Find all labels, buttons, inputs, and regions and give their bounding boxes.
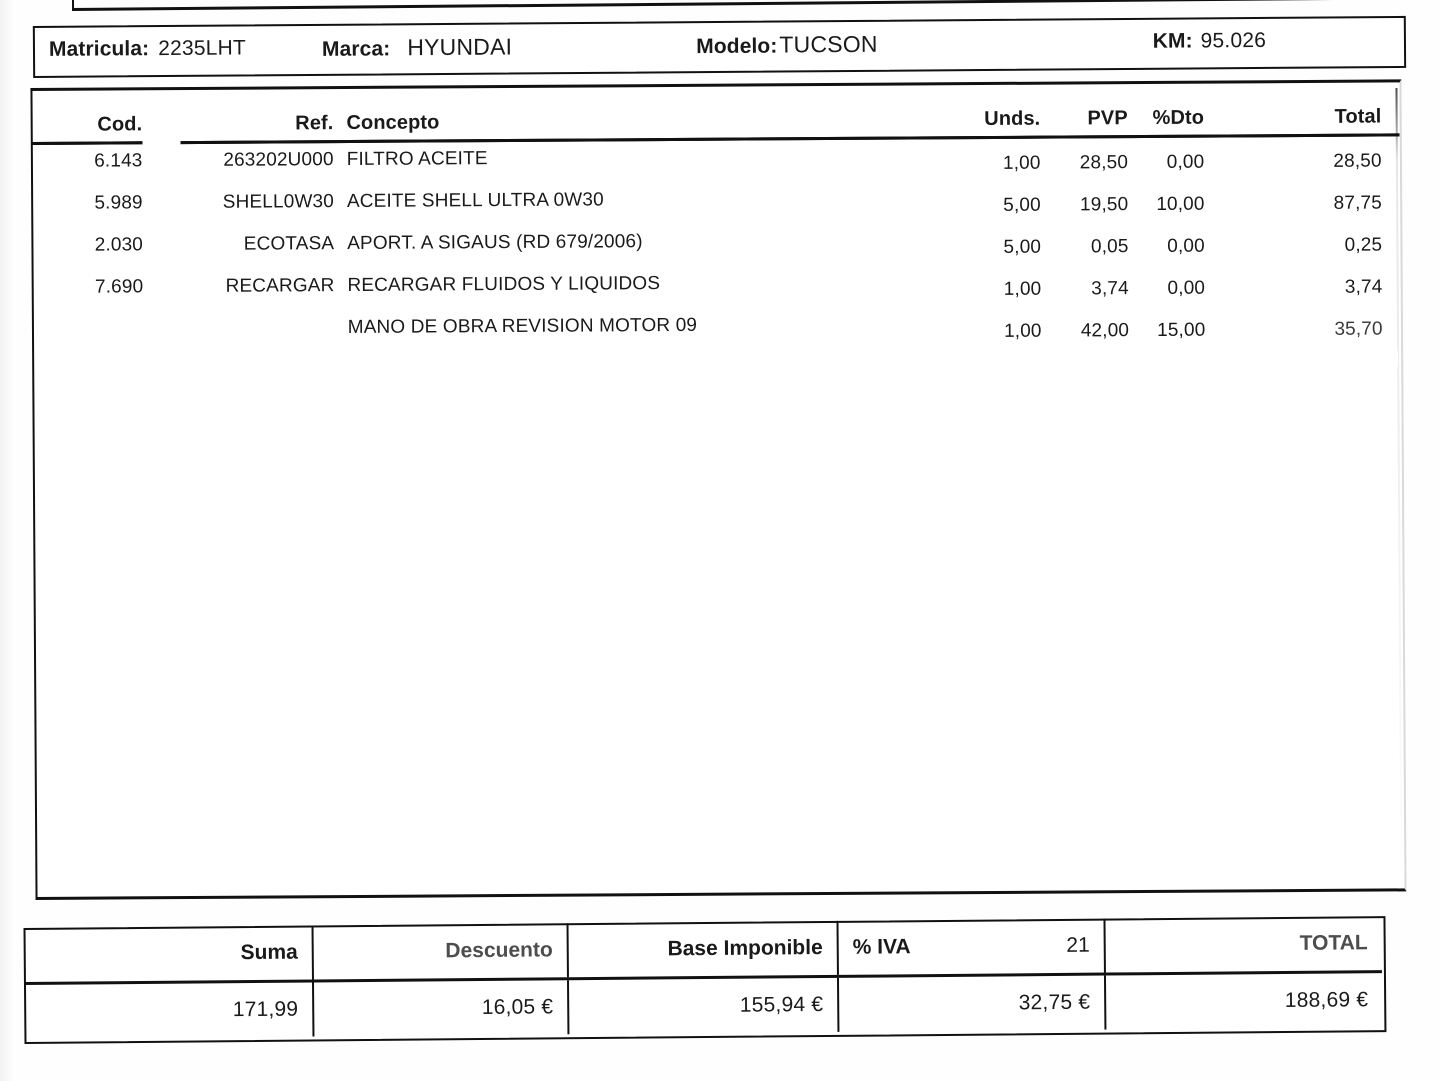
cell-unds: 5,00: [1003, 194, 1041, 216]
cell-total: 28,50: [1333, 150, 1382, 172]
line-items-header: [32, 79, 1399, 143]
totals-value-base-imponible: 155,94 €: [568, 976, 838, 1034]
cropped-box-above: [72, 0, 1406, 11]
totals-header-base-imponible: Base Imponible: [567, 921, 837, 979]
cell-concepto: MANO DE OBRA REVISION MOTOR 09: [347, 314, 698, 339]
cell-spacer: [143, 308, 182, 350]
cell-unds: 5,00: [1003, 236, 1042, 258]
cell-cod: 6.143: [94, 150, 143, 172]
cell-ref: [182, 307, 335, 350]
column-header-spacer: [142, 87, 181, 143]
field-km: [1153, 29, 1267, 54]
totals-header-total: TOTAL: [1104, 916, 1381, 974]
column-header-unds: Unds.: [971, 82, 1041, 138]
matricula-label: Matricula:: [48, 37, 150, 61]
cell-cod: 5.989: [94, 192, 143, 214]
cell-concepto: FILTRO ACEITE: [346, 148, 488, 171]
modelo-label: Modelo:: [696, 34, 778, 58]
column-header-pvp: PVP: [1040, 81, 1128, 137]
cell-total: 87,75: [1333, 192, 1382, 214]
cell-concepto: ACEITE SHELL ULTRA 0W30: [346, 189, 604, 213]
totals-values-row: [24, 972, 1382, 1039]
cell-pvp: 28,50: [1079, 152, 1129, 174]
field-modelo: [696, 30, 878, 58]
modelo-value: TUCSON: [779, 30, 878, 58]
marca-value: HYUNDAI: [407, 32, 513, 60]
cell-dto: 15,00: [1157, 319, 1206, 341]
cell-total: 0,25: [1344, 234, 1383, 256]
scan-edge-shadow: [0, 0, 14, 1081]
column-header-ref: Ref.: [181, 86, 334, 142]
totals-value-suma: 171,99: [24, 981, 313, 1039]
totals-value-iva-amount: 32,75 €: [838, 974, 1105, 1032]
field-marca: [322, 33, 512, 61]
line-items-table: [32, 79, 1401, 355]
cell-total: 3,74: [1344, 276, 1383, 298]
cell-unds: 1,00: [1003, 320, 1042, 342]
cell-pvp: 19,50: [1079, 194, 1129, 216]
cell-dto: 0,00: [1167, 277, 1206, 299]
cell-cod: [34, 308, 144, 351]
marca-label: Marca:: [321, 36, 391, 61]
cell-spacer: [143, 182, 182, 224]
cell-unds: 1,00: [1002, 152, 1041, 174]
matricula-value: 2235LHT: [158, 36, 247, 61]
cell-cod: 2.030: [94, 234, 144, 256]
totals-value-descuento: 16,05 €: [313, 979, 568, 1037]
cell-ref: ECOTASA: [243, 233, 335, 255]
cell-dto: 0,00: [1166, 151, 1205, 173]
cell-concepto: RECARGAR FLUIDOS Y LIQUIDOS: [347, 273, 661, 297]
field-matricula: [49, 36, 246, 61]
totals-header-suma: Suma: [24, 925, 313, 983]
cell-dto: 0,00: [1167, 235, 1205, 257]
column-header-cod: Cod.: [32, 87, 142, 143]
vehicle-info-row: [33, 16, 1402, 74]
cell-ref: 263202U000: [223, 149, 334, 171]
cell-unds: 1,00: [1003, 278, 1042, 300]
line-items-body: [33, 135, 1401, 355]
totals-value-total: 188,69 €: [1284, 988, 1369, 1012]
line-items-header-row: [32, 79, 1399, 143]
totals-table-wrapper: [24, 916, 1383, 1039]
cell-concepto: APORT. A SIGAUS (RD 679/2006): [347, 231, 643, 255]
column-header-dto: %Dto: [1128, 81, 1205, 137]
cell-total: 35,70: [1334, 318, 1383, 340]
iva-rate-value: 21: [1066, 933, 1090, 957]
cell-cod: 7.690: [94, 276, 144, 298]
cell-spacer: [143, 266, 182, 308]
table-row: [34, 304, 1401, 355]
cell-pvp: 42,00: [1080, 320, 1130, 342]
totals-header-descuento: Descuento: [313, 923, 568, 981]
cell-dto: 10,00: [1156, 193, 1205, 215]
line-items-table-wrapper: [32, 79, 1401, 355]
cell-ref: RECARGAR: [225, 275, 335, 297]
totals-table: [24, 916, 1383, 1039]
cell-spacer: [142, 139, 181, 183]
km-label: KM:: [1152, 29, 1193, 53]
column-header-concepto: Concepto: [333, 82, 971, 142]
cell-ref: SHELL0W30: [222, 191, 334, 213]
cell-pvp: 3,74: [1091, 278, 1129, 300]
km-value: 95.026: [1200, 28, 1267, 53]
column-header-total: Total: [1204, 79, 1400, 136]
totals-header-iva: [837, 919, 1104, 977]
cell-spacer: [143, 224, 182, 266]
iva-label: % IVA: [852, 935, 911, 959]
cell-pvp: 0,05: [1090, 236, 1129, 258]
